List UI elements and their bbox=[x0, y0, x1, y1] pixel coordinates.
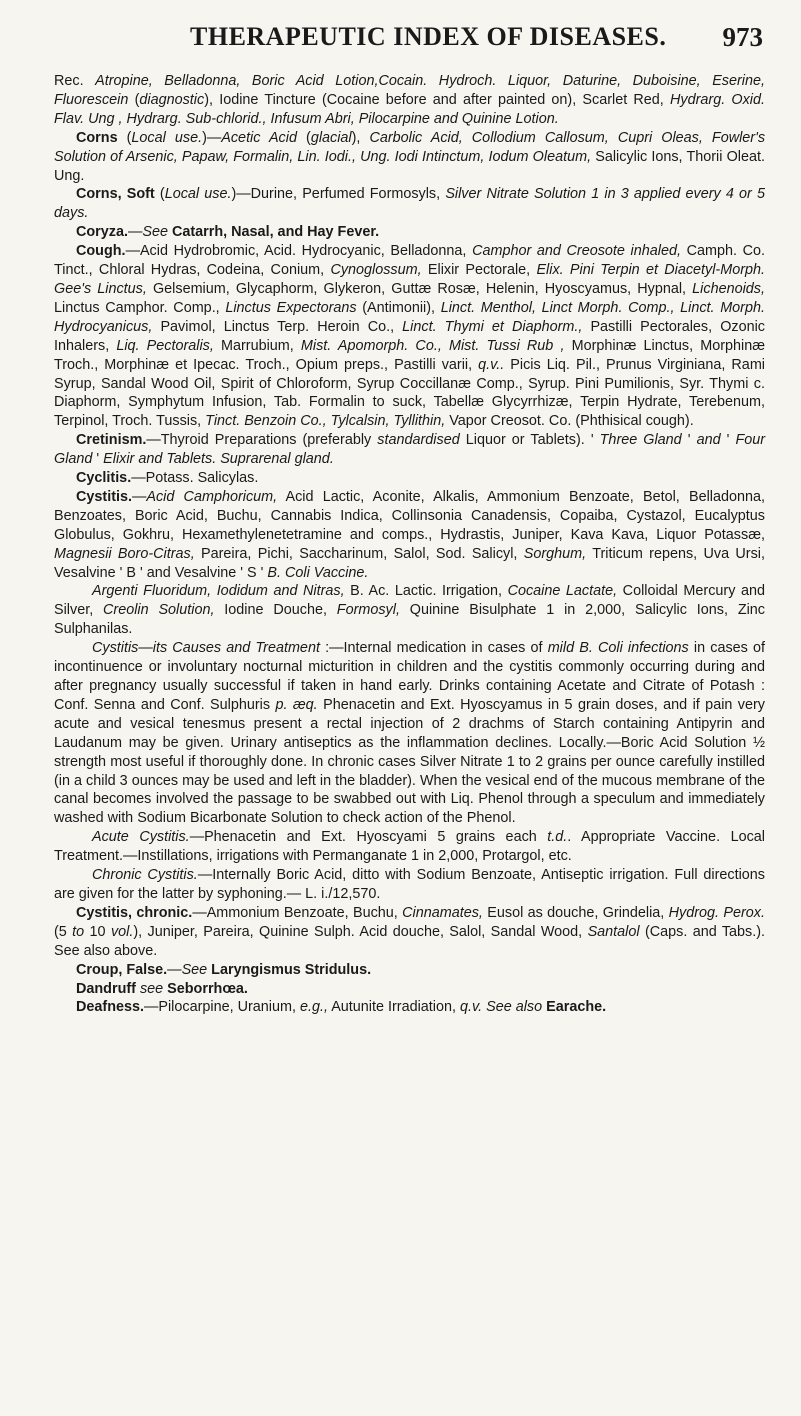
page-title: THERAPEUTIC INDEX OF DISEASES. bbox=[190, 22, 667, 51]
text-run: Vapor Creosot. Co. (Phthisical cough). bbox=[445, 413, 694, 430]
text-run: Marrubium, bbox=[213, 337, 301, 354]
index-entry bbox=[54, 469, 765, 488]
italic-run: Atropine, Belladonna, Boric Acid Lotion,Cocain. Hydroch. Liquor, Daturine, Duboisine, Eserine, Fluorescein bbox=[54, 73, 765, 108]
entry-heading: Seborrhœa. bbox=[167, 980, 248, 997]
index-entry bbox=[54, 961, 765, 980]
text-run: Linctus Camphor. Comp., bbox=[54, 299, 226, 316]
text-run: )—Durine, Perfumed Formosyls, bbox=[231, 186, 446, 203]
italic-run: Sorghum, bbox=[523, 545, 587, 562]
text-run: Phenacetin and Ext. Hyoscyamus in 5 grain doses, and if pain very acute and vesical tenesmus present a rectal injection of 2 drachms of Starch containing Antipyrin and Laudanum may be given. Urinary antiseptics as the inflammation declines. Locally.—Boric Acid Solution ½ strength most useful if thoroughly done. In chronic cases Silver Nitrate 1 to 2 grains per ounce carefully instilled (in a child 3 ounces may be used and left in the bladder). When the vesical end of the mucous membrane of the canal becomes involved the passage to be swabbed out with Liq. Phenol through a speculum and immediately washed with Sodium Bicarbonate Solution to check action of the Phenol. bbox=[54, 696, 765, 827]
italic-run: Camphor and Creosote inhaled, bbox=[472, 243, 681, 260]
text-run: )— bbox=[202, 129, 222, 146]
italic-run: standardised bbox=[377, 432, 460, 449]
italic-run: Silver Nitrate Solution 1 in 3 applied every 4 or 5 days. bbox=[54, 186, 765, 222]
italic-run: Lichenoids, bbox=[692, 280, 765, 297]
text-run: Eusol as douche, Grindelia, bbox=[482, 904, 669, 921]
text-run: ' bbox=[96, 451, 104, 468]
italic-run: Three Gland bbox=[593, 432, 688, 449]
italic-run: Santalol bbox=[587, 923, 640, 940]
italic-run: Four Gland bbox=[54, 432, 766, 468]
italic-run: Chronic Cystitis. bbox=[92, 867, 198, 884]
text-run: —Acid Hydrobromic, Acid. Hydrocyanic, Belladonna, bbox=[125, 243, 473, 260]
entry-heading: Catarrh, Nasal, and Hay Fever. bbox=[171, 224, 380, 241]
page-number: 973 bbox=[722, 22, 763, 52]
text-run: (Antimonii), bbox=[356, 299, 441, 316]
text-run: Gelsemium, Glycaphorm, Glykeron, Guttæ Rosæ, Helenin, Hyoscyamus, Hypnal, bbox=[146, 280, 693, 297]
italic-run: Cinnamates, bbox=[402, 904, 483, 921]
index-entry bbox=[54, 223, 765, 242]
text-run: —Thyroid Preparations (preferably bbox=[146, 432, 378, 449]
entry-paragraph bbox=[54, 639, 765, 828]
text-run: ), Juniper, Pareira, Quinine Sulph. Acid douche, Salol, Sandal Wood, bbox=[133, 923, 588, 940]
text-run: ( bbox=[128, 91, 140, 108]
entry-heading: Cystitis, chronic. bbox=[76, 904, 193, 921]
italic-run: See also bbox=[486, 999, 543, 1016]
text-run: ( bbox=[296, 129, 311, 146]
italic-run: Elixir and Tablets. Suprarenal gland. bbox=[103, 451, 334, 468]
text-run: Picis Liq. Pil., Prunus Virginiana, Rami Syrup, Sandal Wood Oil, Spirit of Chloroform, Syrup Coccillanæ Comp., Syrup. Pini Pumilionis, Syr. Thymi c. Diaphorm, Symphytum Infusion, Tab. Formalin to suck, Tabellæ Glycyrrhizæ, Terpin Hydrate, Terebenum, Terpinol, Troch. Tussis, bbox=[54, 356, 765, 430]
italic-run: glacial bbox=[310, 129, 352, 146]
text-run: — bbox=[167, 961, 182, 978]
index-entry bbox=[54, 129, 765, 186]
entry-heading: Cretinism. bbox=[76, 432, 147, 449]
italic-run: Liq. Pectoralis, bbox=[116, 337, 214, 354]
italic-run: Magnesii Boro-Citras, bbox=[54, 545, 195, 562]
italic-run: Cocaine Lactate, bbox=[507, 583, 618, 600]
entry-heading: Corns, Soft bbox=[76, 186, 155, 203]
text-run: Elixir Pectorale, bbox=[421, 262, 537, 279]
text-run: — bbox=[131, 488, 147, 505]
text-run: Liquor or Tablets). ' bbox=[459, 432, 594, 449]
italic-run: and bbox=[696, 432, 721, 449]
running-header bbox=[54, 20, 765, 60]
italic-run: Local use. bbox=[164, 186, 232, 203]
text-run: ' bbox=[720, 432, 730, 449]
entry-heading: Deafness. bbox=[76, 999, 144, 1016]
text-run: —Phenacetin and Ext. Hyoscyami 5 grains each bbox=[189, 829, 548, 846]
italic-run: See bbox=[142, 224, 168, 241]
text-run: —Potass. Salicylas. bbox=[131, 470, 259, 487]
index-entry bbox=[54, 980, 765, 999]
italic-run: Acute Cystitis. bbox=[92, 829, 190, 846]
text-run: Rec. bbox=[54, 73, 96, 89]
text-run: —Pilocarpine, Uranium, bbox=[144, 999, 300, 1016]
entry-heading: Dandruff bbox=[76, 980, 136, 997]
entry-heading: Cystitis. bbox=[76, 488, 132, 505]
italic-run: to bbox=[72, 923, 85, 940]
italic-run: Mist. Apomorph. Co., Mist. Tussi Rub , bbox=[300, 337, 565, 354]
text-run: Quinine Bisulphate 1 in 2,000, Salicylic Ions, Zinc Sulphanilas. bbox=[54, 602, 766, 638]
index-entry bbox=[54, 185, 765, 223]
index-entry bbox=[54, 431, 765, 469]
italic-run: diagnostic bbox=[139, 91, 205, 108]
italic-run: e.g., bbox=[299, 999, 328, 1016]
italic-run: Carbolic Acid, Collodium Callosum, Cupri Oleas, Fowler's Solution of Arsenic, Papaw, Formalin, Lin. Iodi., Ung. Iodi Intinctum, Iodum Oleatum, bbox=[54, 129, 766, 165]
entry-paragraph bbox=[54, 828, 765, 866]
text-run: ( bbox=[154, 186, 165, 203]
index-entry bbox=[54, 904, 765, 961]
text-run: —Internally Boric Acid, ditto with Sodium Benzoate, Antiseptic irrigation. Full directions are given for the latter by syphoning.— L. i./12,570. bbox=[54, 867, 766, 902]
text-run: :—Internal medication in cases of bbox=[319, 640, 548, 657]
italic-run: Cynoglossum, bbox=[330, 262, 422, 279]
index-entry bbox=[54, 998, 765, 1017]
text-run: . Appropriate Vaccine. Local Treatment.—Instillations, irrigations with Permanganate 1 in 2,000, Protargol, etc. bbox=[54, 829, 765, 865]
italic-run: vol. bbox=[110, 923, 134, 940]
italic-run: Linct. Menthol, Linct Morph. Comp., Linct. Morph. Hydrocyanicus, bbox=[54, 299, 765, 335]
italic-run: q.v. bbox=[459, 999, 483, 1016]
italic-run: Local use. bbox=[131, 129, 203, 146]
text-run: —Ammonium Benzoate, Buchu, bbox=[192, 904, 403, 921]
text-run: Pastilli Pectorales, Ozonic Inhalers, bbox=[54, 318, 765, 354]
text-run: Autunite Irradiation, bbox=[327, 999, 460, 1016]
text-run: B. Ac. Lactic. Irrigation, bbox=[344, 583, 508, 600]
italic-run: Linctus Expectorans bbox=[225, 299, 357, 316]
entry-paragraph bbox=[54, 582, 765, 639]
text-run: Morphinæ Linctus, Morphinæ Troch., Morphinæ et Ipecac. Troch., Opium preps., Pastilli varii, bbox=[54, 337, 766, 373]
entry-heading: Corns bbox=[76, 129, 118, 146]
index-entry bbox=[54, 488, 765, 583]
italic-run: B. Coli Vaccine. bbox=[267, 564, 369, 581]
text-run: Triticum repens, Uva Ursi, Vesalvine ' B ' and Vesalvine ' S ' bbox=[54, 545, 765, 581]
text-run: Iodine Douche, bbox=[214, 602, 337, 619]
text-run: Camph. Co. Tinct., Chloral Hydras, Codeina, Conium, bbox=[54, 243, 765, 279]
italic-run: q.v.. bbox=[478, 356, 505, 373]
text-run: Acid Lactic, Aconite, Alkalis, Ammonium Benzoate, Betol, Belladonna, Benzoates, Boric Acid, Buchu, Cannabis Indica, Collinsonia Canadensis, Copaiba, Cystazol, Eucalyptus Globulus, Gokhru, Hexamethylenetetramine and comps., Hydrastis, Juniper, Kava Kava, Liquor Potassæ, bbox=[54, 488, 765, 543]
italic-run: Hydrog. Perox. bbox=[668, 904, 765, 921]
text-run: Colloidal Mercury and Silver, bbox=[54, 583, 765, 619]
italic-run: Formosyl, bbox=[336, 602, 400, 619]
index-entry bbox=[54, 242, 765, 431]
italic-run: mild B. Coli infections bbox=[547, 640, 689, 657]
italic-run: Acetic Acid bbox=[221, 129, 297, 146]
italic-run: Tinct. Benzoin Co., Tylcalsin, Tyllithin, bbox=[205, 413, 446, 430]
italic-run: Cystitis—its Causes and Treatment bbox=[92, 640, 320, 657]
entry-heading: Croup, False. bbox=[76, 961, 168, 978]
text-run: Pareira, Pichi, Saccharinum, Salol, Sod. Salicyl, bbox=[194, 545, 524, 562]
index-body bbox=[54, 72, 765, 1017]
entry-heading: Cough. bbox=[76, 243, 126, 260]
italic-run: Elix. Pini Terpin et Diacetyl-Morph. Gee's Linctus, bbox=[54, 262, 766, 297]
entry-heading: Coryza. bbox=[76, 224, 128, 241]
text-run: ' bbox=[687, 432, 697, 449]
text-run: ( bbox=[117, 129, 132, 146]
italic-run: Creolin Solution, bbox=[103, 602, 215, 619]
text-run: (Caps. and Tabs.). See also above. bbox=[54, 923, 765, 959]
text-run: in cases of incontinuence or involuntary nocturnal micturition in children and the cystitis commonly occurring during and after pregnancy usually successful if taken in hand early. Drinks containing Acetate and Citrate of Potash : Conf. Senna and Conf. Sulphuris bbox=[54, 640, 766, 713]
entry-heading: Laryngismus Stridulus. bbox=[211, 961, 372, 978]
text-run: 10 bbox=[84, 923, 111, 940]
italic-run: Acid Camphoricum, bbox=[146, 488, 278, 505]
entry-heading: Earache. bbox=[546, 999, 607, 1016]
italic-run: See bbox=[181, 961, 208, 978]
entry-heading: Cyclitis. bbox=[76, 470, 132, 487]
text-run: — bbox=[127, 224, 143, 241]
entry-paragraph bbox=[54, 72, 765, 129]
italic-run: p. æq. bbox=[275, 696, 318, 713]
entry-paragraph bbox=[54, 866, 765, 904]
text-run: ), Iodine Tincture (Cocaine before and after painted on), Scarlet Red, bbox=[204, 91, 671, 108]
text-run: ), bbox=[351, 129, 370, 146]
text-run: (5 bbox=[54, 923, 73, 940]
italic-run: t.d. bbox=[547, 829, 568, 846]
italic-run: Linct. Thymi et Diaphorm., bbox=[402, 318, 583, 335]
italic-run: Hydrarg. Oxid. Flav. Ung , Hydrarg. Sub-chlorid., Infusum Abri, Pilocarpine and Quinine Lotion. bbox=[54, 91, 765, 127]
italic-run: Argenti Fluoridum, Iodidum and Nitras, bbox=[92, 583, 345, 600]
text-run: Salicylic Ions, Thorii Oleat. Ung. bbox=[54, 148, 765, 184]
italic-run: see bbox=[139, 980, 164, 997]
text-run: Pavimol, Linctus Terp. Heroin Co., bbox=[152, 318, 403, 335]
